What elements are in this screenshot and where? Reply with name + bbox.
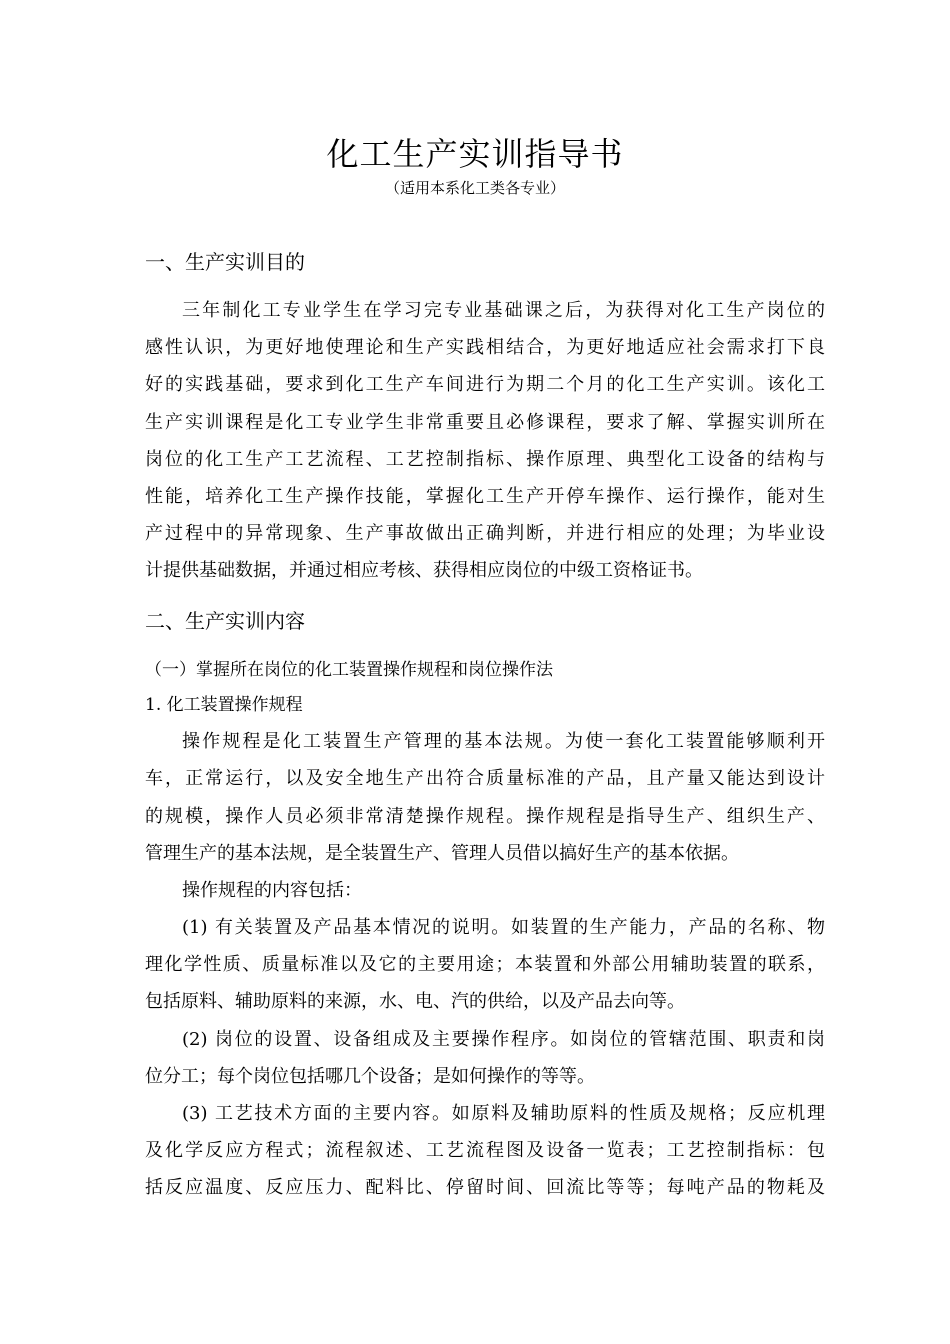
paragraph-line: 理化学性质、质量标准以及它的主要用途；本装置和外部公用辅助装置的联系，	[145, 954, 825, 975]
paragraph-line: 的规模，操作人员必须非常清楚操作规程。操作规程是指导生产、组织生产、	[145, 806, 825, 827]
paragraph-line: 及化学反应方程式；流程叙述、工艺流程图及设备一览表；工艺控制指标：包	[145, 1140, 825, 1161]
section-heading-purpose: 一、生产实训目的	[145, 250, 305, 274]
paragraph-line: 岗位的化工生产工艺流程、工艺控制指标、操作原理、典型化工设备的结构与	[145, 449, 825, 470]
paragraph-line: 操作规程的内容包括：	[182, 880, 362, 901]
section-heading-content: 二、生产实训内容	[145, 609, 305, 633]
item-title: 1. 化工装置操作规程	[145, 695, 303, 715]
paragraph-line: 计提供基础数据，并通过相应考核、获得相应岗位的中级工资格证书。	[145, 560, 703, 581]
paragraph-line: (1) 有关装置及产品基本情况的说明。如装置的生产能力，产品的名称、物	[182, 917, 825, 938]
paragraph-line: (2) 岗位的设置、设备组成及主要操作程序。如岗位的管辖范围、职责和岗	[182, 1029, 825, 1050]
paragraph-line: 性能，培养化工生产操作技能，掌握化工生产开停车操作、运行操作，能对生	[145, 486, 825, 507]
paragraph-line: 三年制化工专业学生在学习完专业基础课之后，为获得对化工生产岗位的	[182, 300, 825, 321]
document-title: 化工生产实训指导书	[326, 135, 624, 173]
paragraph-line: 生产实训课程是化工专业学生非常重要且必修课程，要求了解、掌握实训所在	[145, 412, 825, 433]
paragraph-line: 产过程中的异常现象、生产事故做出正确判断，并进行相应的处理；为毕业设	[145, 523, 825, 544]
subsection-heading: （一）掌握所在岗位的化工装置操作规程和岗位操作法	[145, 660, 553, 680]
paragraph-line: 好的实践基础，要求到化工生产车间进行为期二个月的化工生产实训。该化工	[145, 374, 825, 395]
paragraph-line: 包括原料、辅助原料的来源，水、电、汽的供给，以及产品去向等。	[145, 991, 685, 1012]
paragraph-line: (3) 工艺技术方面的主要内容。如原料及辅助原料的性质及规格；反应机理	[182, 1103, 825, 1124]
paragraph-line: 操作规程是化工装置生产管理的基本法规。为使一套化工装置能够顺利开	[182, 731, 825, 752]
paragraph-line: 感性认识，为更好地使理论和生产实践相结合，为更好地适应社会需求打下良	[145, 337, 825, 358]
paragraph-line: 车，正常运行，以及安全地生产出符合质量标准的产品，且产量又能达到设计	[145, 768, 825, 789]
paragraph-line: 括反应温度、反应压力、配料比、停留时间、回流比等等；每吨产品的物耗及	[145, 1177, 825, 1198]
document-subtitle: （适用本系化工类各专业）	[384, 179, 565, 197]
paragraph-line: 位分工；每个岗位包括哪几个设备；是如何操作的等等。	[145, 1066, 595, 1087]
paragraph-line: 管理生产的基本法规，是全装置生产、管理人员借以搞好生产的基本依据。	[145, 843, 739, 864]
